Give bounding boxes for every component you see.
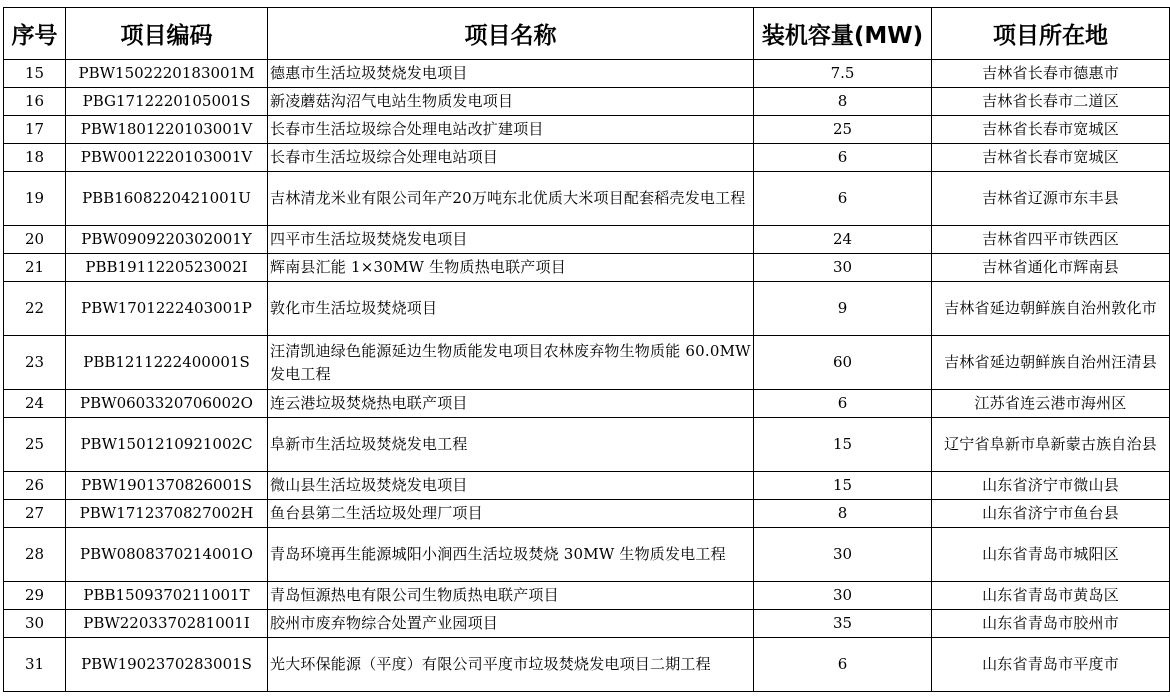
cell-seq: 18	[4, 144, 66, 172]
cell-project-code: PBW1901370826001S	[66, 472, 268, 500]
header-row	[4, 8, 1170, 60]
cell-seq: 15	[4, 60, 66, 88]
cell-project-code: PBW1701222403001P	[66, 282, 268, 336]
cell-project-name: 辉南县汇能 1×30MW 生物质热电联产项目	[268, 254, 754, 282]
table-row	[4, 638, 1170, 692]
cell-project-name: 敦化市生活垃圾焚烧项目	[268, 282, 754, 336]
cell-capacity: 35	[754, 610, 932, 638]
cell-project-code: PBW2203370281001I	[66, 610, 268, 638]
cell-project-name: 连云港垃圾焚烧热电联产项目	[268, 390, 754, 418]
cell-project-name: 德惠市生活垃圾焚烧发电项目	[268, 60, 754, 88]
cell-capacity: 6	[754, 172, 932, 226]
cell-location: 吉林省长春市宽城区	[932, 144, 1170, 172]
table-row	[4, 254, 1170, 282]
project-table	[3, 7, 1170, 692]
cell-location: 吉林省延边朝鲜族自治州敦化市	[932, 282, 1170, 336]
cell-location: 吉林省辽源市东丰县	[932, 172, 1170, 226]
cell-seq: 30	[4, 610, 66, 638]
table-row	[4, 60, 1170, 88]
cell-capacity: 15	[754, 418, 932, 472]
cell-project-code: PBW1801220103001V	[66, 116, 268, 144]
table-row	[4, 226, 1170, 254]
cell-capacity: 60	[754, 336, 932, 390]
header-seq: 序号	[4, 8, 66, 60]
cell-seq: 22	[4, 282, 66, 336]
cell-location: 山东省济宁市鱼台县	[932, 500, 1170, 528]
cell-location: 江苏省连云港市海州区	[932, 390, 1170, 418]
cell-capacity: 25	[754, 116, 932, 144]
cell-project-code: PBW0603320706002O	[66, 390, 268, 418]
cell-project-name: 吉林清龙米业有限公司年产20万吨东北优质大米项目配套稻壳发电工程	[268, 172, 754, 226]
table-body	[4, 60, 1170, 692]
cell-seq: 17	[4, 116, 66, 144]
cell-project-code: PBW1902370283001S	[66, 638, 268, 692]
cell-project-code: PBB1211222400001S	[66, 336, 268, 390]
cell-capacity: 6	[754, 390, 932, 418]
table-row	[4, 390, 1170, 418]
cell-seq: 28	[4, 528, 66, 582]
cell-capacity: 24	[754, 226, 932, 254]
cell-capacity: 15	[754, 472, 932, 500]
cell-project-name: 长春市生活垃圾综合处理电站改扩建项目	[268, 116, 754, 144]
cell-location: 辽宁省阜新市阜新蒙古族自治县	[932, 418, 1170, 472]
cell-location: 吉林省延边朝鲜族自治州汪清县	[932, 336, 1170, 390]
cell-project-name: 阜新市生活垃圾焚烧发电工程	[268, 418, 754, 472]
cell-project-code: PBG1712220105001S	[66, 88, 268, 116]
cell-seq: 24	[4, 390, 66, 418]
cell-location: 山东省青岛市黄岛区	[932, 582, 1170, 610]
cell-seq: 27	[4, 500, 66, 528]
cell-location: 吉林省长春市德惠市	[932, 60, 1170, 88]
table-row	[4, 172, 1170, 226]
cell-seq: 20	[4, 226, 66, 254]
cell-capacity: 7.5	[754, 60, 932, 88]
cell-seq: 23	[4, 336, 66, 390]
cell-project-name: 青岛环境再生能源城阳小涧西生活垃圾焚烧 30MW 生物质发电工程	[268, 528, 754, 582]
cell-project-code: PBW0909220302001Y	[66, 226, 268, 254]
cell-location: 山东省青岛市平度市	[932, 638, 1170, 692]
cell-location: 山东省济宁市微山县	[932, 472, 1170, 500]
table-row	[4, 336, 1170, 390]
table-row	[4, 282, 1170, 336]
cell-seq: 16	[4, 88, 66, 116]
cell-capacity: 30	[754, 582, 932, 610]
cell-capacity: 9	[754, 282, 932, 336]
table-row	[4, 582, 1170, 610]
cell-capacity: 6	[754, 638, 932, 692]
cell-project-name: 长春市生活垃圾综合处理电站项目	[268, 144, 754, 172]
header-name: 项目名称	[268, 8, 754, 60]
cell-project-name: 新凌蘑菇沟沼气电站生物质发电项目	[268, 88, 754, 116]
cell-capacity: 30	[754, 254, 932, 282]
cell-project-code: PBB1509370211001T	[66, 582, 268, 610]
header-code: 项目编码	[66, 8, 268, 60]
cell-location: 山东省青岛市城阳区	[932, 528, 1170, 582]
cell-project-code: PBB1608220421001U	[66, 172, 268, 226]
cell-seq: 31	[4, 638, 66, 692]
cell-project-code: PBW1502220183001M	[66, 60, 268, 88]
cell-location: 吉林省四平市铁西区	[932, 226, 1170, 254]
cell-project-code: PBW1712370827002H	[66, 500, 268, 528]
table-row	[4, 418, 1170, 472]
cell-capacity: 8	[754, 88, 932, 116]
table-header	[4, 8, 1170, 60]
table-row	[4, 144, 1170, 172]
cell-seq: 26	[4, 472, 66, 500]
header-capacity: 装机容量(MW)	[754, 8, 932, 60]
cell-project-name: 胶州市废弃物综合处置产业园项目	[268, 610, 754, 638]
cell-project-name: 青岛恒源热电有限公司生物质热电联产项目	[268, 582, 754, 610]
cell-seq: 25	[4, 418, 66, 472]
cell-seq: 29	[4, 582, 66, 610]
table-row	[4, 116, 1170, 144]
table-row	[4, 610, 1170, 638]
cell-project-name: 微山县生活垃圾焚烧发电项目	[268, 472, 754, 500]
table-row	[4, 528, 1170, 582]
cell-location: 吉林省通化市辉南县	[932, 254, 1170, 282]
header-location: 项目所在地	[932, 8, 1170, 60]
cell-project-name: 鱼台县第二生活垃圾处理厂项目	[268, 500, 754, 528]
table-row	[4, 500, 1170, 528]
cell-project-code: PBB1911220523002I	[66, 254, 268, 282]
cell-capacity: 6	[754, 144, 932, 172]
cell-project-code: PBW1501210921002C	[66, 418, 268, 472]
cell-project-code: PBW0012220103001V	[66, 144, 268, 172]
cell-project-name: 光大环保能源（平度）有限公司平度市垃圾焚烧发电项目二期工程	[268, 638, 754, 692]
cell-location: 吉林省长春市宽城区	[932, 116, 1170, 144]
cell-location: 山东省青岛市胶州市	[932, 610, 1170, 638]
table-row	[4, 88, 1170, 116]
cell-seq: 19	[4, 172, 66, 226]
cell-project-code: PBW0808370214001O	[66, 528, 268, 582]
cell-project-name: 汪清凯迪绿色能源延边生物质能发电项目农林废弃物生物质能 60.0MW 发电工程	[268, 336, 754, 390]
cell-seq: 21	[4, 254, 66, 282]
cell-project-name: 四平市生活垃圾焚烧发电项目	[268, 226, 754, 254]
cell-location: 吉林省长春市二道区	[932, 88, 1170, 116]
cell-capacity: 8	[754, 500, 932, 528]
table-row	[4, 472, 1170, 500]
cell-capacity: 30	[754, 528, 932, 582]
